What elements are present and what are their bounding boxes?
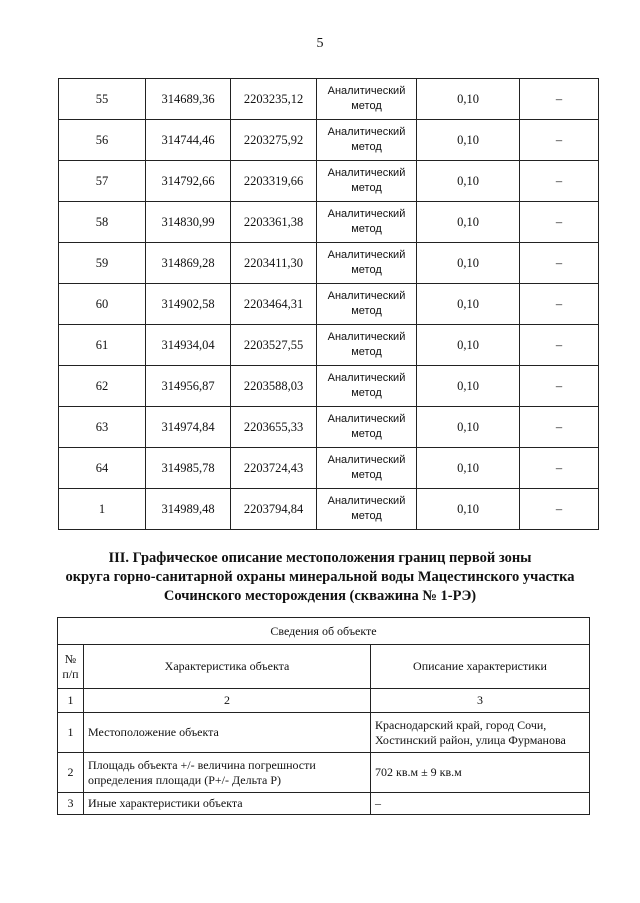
description-cell (371, 753, 590, 793)
characteristic-cell (84, 713, 371, 753)
row-number: 2 (58, 753, 84, 793)
table-caption: Сведения об объекте (58, 618, 590, 645)
method-line: Аналитический (327, 208, 406, 220)
table-row (58, 713, 590, 753)
method-line: Аналитический (327, 331, 406, 343)
characteristic-line: определения площади (P+/- Дельта P) (88, 772, 282, 787)
table-row (59, 407, 599, 448)
characteristic-cell (84, 753, 371, 793)
table-row (59, 161, 599, 202)
section-title (40, 549, 600, 606)
accuracy-value: 0,10 (417, 448, 520, 489)
characteristic-cell (84, 793, 371, 815)
note-dash: – (520, 284, 599, 325)
table-row (58, 753, 590, 793)
description-cell (371, 793, 590, 815)
characteristic-line: Площадь объекта +/- величина погрешности (88, 757, 316, 772)
coordinate-x: 314974,84 (146, 407, 231, 448)
row-number: 3 (58, 793, 84, 815)
method-line: Аналитический (327, 167, 406, 179)
method-line: метод (351, 510, 382, 522)
method-line: метод (351, 346, 382, 358)
note-dash: – (520, 325, 599, 366)
note-dash: – (520, 120, 599, 161)
note-dash: – (520, 407, 599, 448)
point-number: 1 (59, 489, 146, 530)
object-info-table (57, 617, 590, 815)
point-number: 58 (59, 202, 146, 243)
point-number: 59 (59, 243, 146, 284)
characteristic-line: Местоположение объекта (88, 725, 219, 739)
method-line: метод (351, 223, 382, 235)
coordinates-table-body (59, 79, 599, 530)
coordinate-y: 2203411,30 (231, 243, 317, 284)
method-line: метод (351, 141, 382, 153)
determination-method (317, 448, 417, 489)
point-number: 57 (59, 161, 146, 202)
determination-method (317, 407, 417, 448)
accuracy-value: 0,10 (417, 489, 520, 530)
table-row (59, 243, 599, 284)
method-line: Аналитический (327, 454, 406, 466)
determination-method (317, 79, 417, 120)
coordinate-y: 2203275,92 (231, 120, 317, 161)
column-index-row (58, 689, 590, 713)
coordinate-x: 314956,87 (146, 366, 231, 407)
point-number: 55 (59, 79, 146, 120)
characteristic-line: Иные характеристики объекта (88, 796, 243, 810)
point-number: 56 (59, 120, 146, 161)
determination-method (317, 243, 417, 284)
coordinates-table (58, 78, 599, 530)
method-line: Аналитический (327, 372, 406, 384)
coordinate-x: 314689,36 (146, 79, 231, 120)
coordinate-x: 314792,66 (146, 161, 231, 202)
table-row (58, 793, 590, 815)
point-number: 60 (59, 284, 146, 325)
determination-method (317, 120, 417, 161)
method-line: Аналитический (327, 85, 406, 97)
determination-method (317, 366, 417, 407)
accuracy-value: 0,10 (417, 202, 520, 243)
header-number-line: п/п (62, 666, 79, 681)
description-line: Краснодарский край, город Сочи, (375, 717, 547, 732)
note-dash: – (520, 161, 599, 202)
header-description: Описание характеристики (371, 645, 590, 689)
determination-method (317, 489, 417, 530)
header-number-line: № (64, 651, 77, 666)
coordinate-y: 2203655,33 (231, 407, 317, 448)
method-line: метод (351, 100, 382, 112)
coordinate-x: 314830,99 (146, 202, 231, 243)
point-number: 63 (59, 407, 146, 448)
note-dash: – (520, 489, 599, 530)
coordinate-x: 314869,28 (146, 243, 231, 284)
accuracy-value: 0,10 (417, 407, 520, 448)
method-line: метод (351, 469, 382, 481)
row-number: 1 (58, 713, 84, 753)
note-dash: – (520, 79, 599, 120)
table-row (59, 448, 599, 489)
section-title-line: III. Графическое описание местоположения границ первой зоны (108, 550, 532, 566)
method-line: Аналитический (327, 249, 406, 261)
accuracy-value: 0,10 (417, 120, 520, 161)
point-number: 64 (59, 448, 146, 489)
method-line: метод (351, 182, 382, 194)
method-line: метод (351, 305, 382, 317)
coordinate-y: 2203794,84 (231, 489, 317, 530)
coordinate-y: 2203319,66 (231, 161, 317, 202)
table-caption-row (58, 618, 590, 645)
method-line: Аналитический (327, 126, 406, 138)
table-header-row (58, 645, 590, 689)
coordinate-y: 2203361,38 (231, 202, 317, 243)
accuracy-value: 0,10 (417, 243, 520, 284)
coordinate-x: 314989,48 (146, 489, 231, 530)
header-number (58, 645, 84, 689)
coordinate-x: 314934,04 (146, 325, 231, 366)
accuracy-value: 0,10 (417, 284, 520, 325)
table-row (59, 120, 599, 161)
description-line: – (375, 796, 381, 810)
coordinate-y: 2203527,55 (231, 325, 317, 366)
description-line: Хостинский район, улица Фурманова (375, 732, 566, 747)
coordinate-y: 2203724,43 (231, 448, 317, 489)
note-dash: – (520, 243, 599, 284)
method-line: метод (351, 387, 382, 399)
table-row (59, 489, 599, 530)
point-number: 62 (59, 366, 146, 407)
table-row (59, 366, 599, 407)
determination-method (317, 161, 417, 202)
method-line: Аналитический (327, 413, 406, 425)
column-index: 1 (58, 689, 84, 713)
determination-method (317, 202, 417, 243)
section-title-line: округа горно-санитарной охраны минеральной воды Мацестинского участка (65, 569, 575, 585)
accuracy-value: 0,10 (417, 366, 520, 407)
column-index: 3 (371, 689, 590, 713)
table-row (59, 284, 599, 325)
accuracy-value: 0,10 (417, 325, 520, 366)
page-number: 5 (316, 36, 324, 51)
determination-method (317, 284, 417, 325)
determination-method (317, 325, 417, 366)
method-line: метод (351, 428, 382, 440)
accuracy-value: 0,10 (417, 79, 520, 120)
description-line: 702 кв.м ± 9 кв.м (375, 765, 462, 779)
coordinate-x: 314902,58 (146, 284, 231, 325)
section-title-line: Сочинского месторождения (скважина № 1-РЭ) (163, 588, 477, 604)
coordinate-x: 314744,46 (146, 120, 231, 161)
header-characteristic: Характеристика объекта (84, 645, 371, 689)
table-row (59, 79, 599, 120)
accuracy-value: 0,10 (417, 161, 520, 202)
coordinate-y: 2203235,12 (231, 79, 317, 120)
coordinate-y: 2203464,31 (231, 284, 317, 325)
coordinate-x: 314985,78 (146, 448, 231, 489)
note-dash: – (520, 202, 599, 243)
point-number: 61 (59, 325, 146, 366)
note-dash: – (520, 366, 599, 407)
method-line: Аналитический (327, 495, 406, 507)
coordinate-y: 2203588,03 (231, 366, 317, 407)
method-line: метод (351, 264, 382, 276)
table-row (59, 325, 599, 366)
method-line: Аналитический (327, 290, 406, 302)
note-dash: – (520, 448, 599, 489)
table-row (59, 202, 599, 243)
column-index: 2 (84, 689, 371, 713)
description-cell (371, 713, 590, 753)
